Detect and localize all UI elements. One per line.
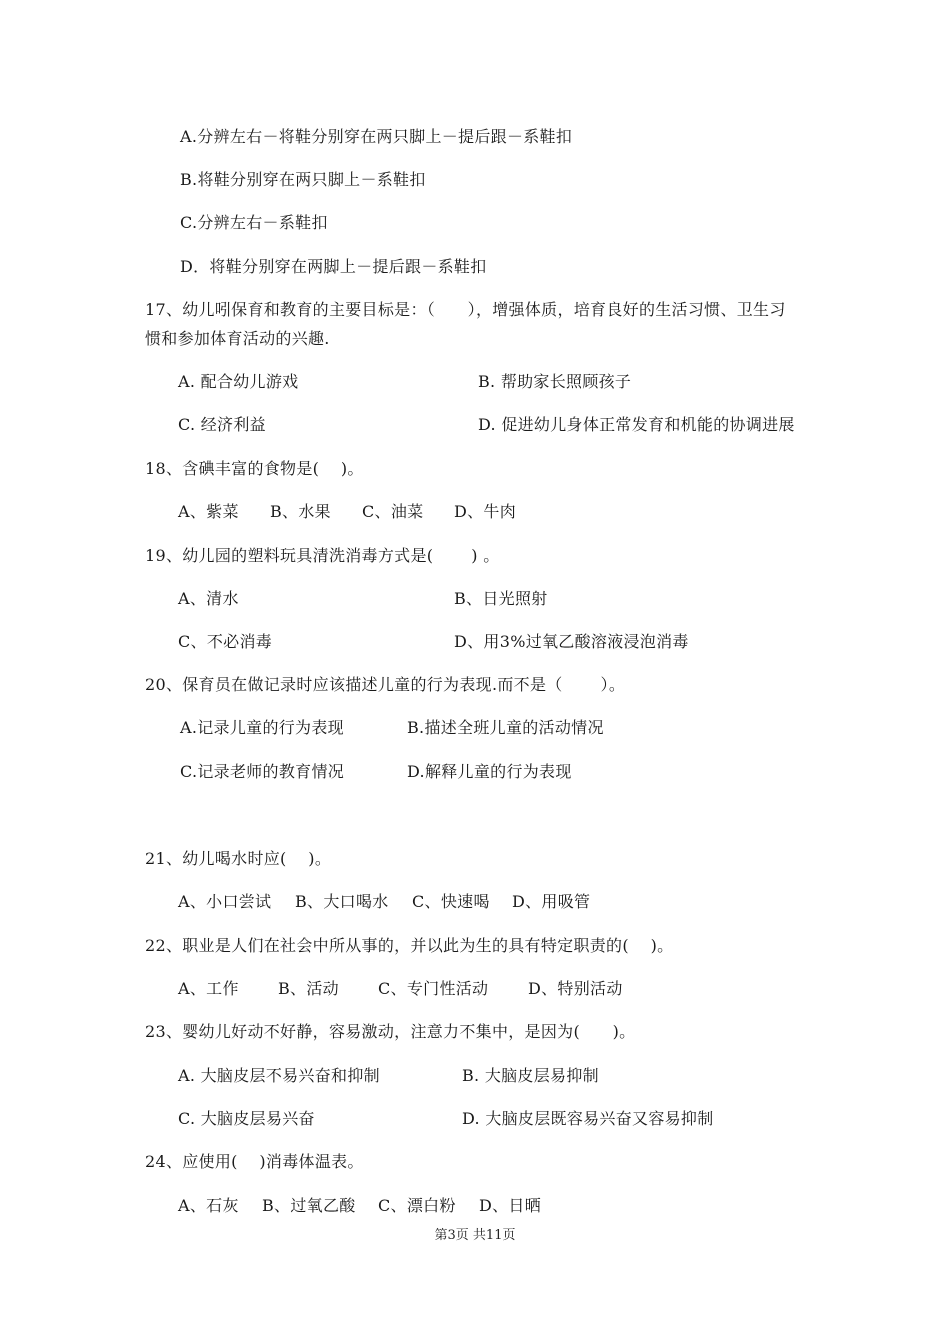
q19-option-d: D、用3%过氧乙酸溶液浸泡消毒: [454, 632, 689, 651]
q19-option-b: B、日光照射: [454, 589, 548, 608]
q24-option-c: C、漂白粉: [378, 1196, 456, 1215]
q23-option-b: B. 大脑皮层易抑制: [462, 1066, 599, 1085]
q21-option-c: C、快速喝: [412, 892, 490, 911]
q20-option-b: B.描述全班儿童的活动情况: [407, 718, 604, 737]
q17-option-a: A. 配合幼儿游戏: [178, 372, 299, 391]
q21-option-b: B、大口喝水: [295, 892, 389, 911]
q19-option-a: A、清水: [178, 589, 239, 608]
q17-stem-line2: 惯和参加体育活动的兴趣.: [145, 329, 330, 348]
q16-option-c: C.分辨左右－系鞋扣: [180, 213, 328, 232]
q23-stem: 23、婴幼儿好动不好静，容易激动，注意力不集中，是因为( )。: [145, 1022, 636, 1041]
q24-option-a: A、石灰: [178, 1196, 239, 1215]
q16-option-d: D．将鞋分别穿在两脚上－提后跟－系鞋扣: [180, 257, 487, 276]
q18-option-b: B、水果: [270, 502, 331, 521]
q24-option-d: D、日晒: [479, 1196, 542, 1215]
q20-stem: 20、保育员在做记录时应该描述儿童的行为表现.而不是（ ）。: [145, 675, 626, 694]
q17-stem-line1: 17、幼儿吲保育和教育的主要目标是：（ ），增强体质，培育良好的生活习惯、卫生习: [145, 300, 786, 319]
q18-stem: 18、含碘丰富的食物是( )。: [145, 459, 364, 478]
q16-option-b: B.将鞋分别穿在两只脚上－系鞋扣: [180, 170, 426, 189]
q19-stem: 19、幼儿园的塑料玩具清洗消毒方式是( ) 。: [145, 546, 500, 565]
q16-option-a: A.分辨左右－将鞋分别穿在两只脚上－提后跟－系鞋扣: [180, 127, 573, 146]
q22-option-b: B、活动: [278, 979, 339, 998]
q21-stem: 21、幼儿喝水时应( )。: [145, 849, 332, 868]
page-footer: 第3页 共11页: [434, 1228, 516, 1243]
q20-option-a: A.记录儿童的行为表现: [180, 718, 344, 737]
q17-option-c: C. 经济利益: [178, 415, 266, 434]
q23-option-c: C. 大脑皮层易兴奋: [178, 1109, 315, 1128]
q19-option-c: C、不必消毒: [178, 632, 273, 651]
q24-option-b: B、过氧乙酸: [262, 1196, 356, 1215]
q18-option-d: D、牛肉: [454, 502, 517, 521]
q22-stem: 22、职业是人们在社会中所从事的，并以此为生的具有特定职责的( )。: [145, 936, 674, 955]
q22-option-c: C、专门性活动: [378, 979, 489, 998]
q23-option-d: D. 大脑皮层既容易兴奋又容易抑制: [462, 1109, 714, 1128]
q20-option-c: C.记录老师的教育情况: [180, 762, 345, 781]
q23-option-a: A. 大脑皮层不易兴奋和抑制: [178, 1066, 380, 1085]
q18-option-c: C、油菜: [362, 502, 424, 521]
q21-option-d: D、用吸管: [512, 892, 591, 911]
q20-option-d: D.解释儿童的行为表现: [407, 762, 572, 781]
q17-option-b: B. 帮助家长照顾孩子: [478, 372, 632, 391]
q22-option-d: D、特别活动: [528, 979, 623, 998]
q17-option-d: D. 促进幼儿身体正常发育和机能的协调进展: [478, 415, 795, 434]
q24-stem: 24、应使用( )消毒体温表。: [145, 1152, 364, 1171]
q21-option-a: A、小口尝试: [178, 892, 272, 911]
q22-option-a: A、工作: [178, 979, 239, 998]
q18-option-a: A、紫菜: [178, 502, 239, 521]
